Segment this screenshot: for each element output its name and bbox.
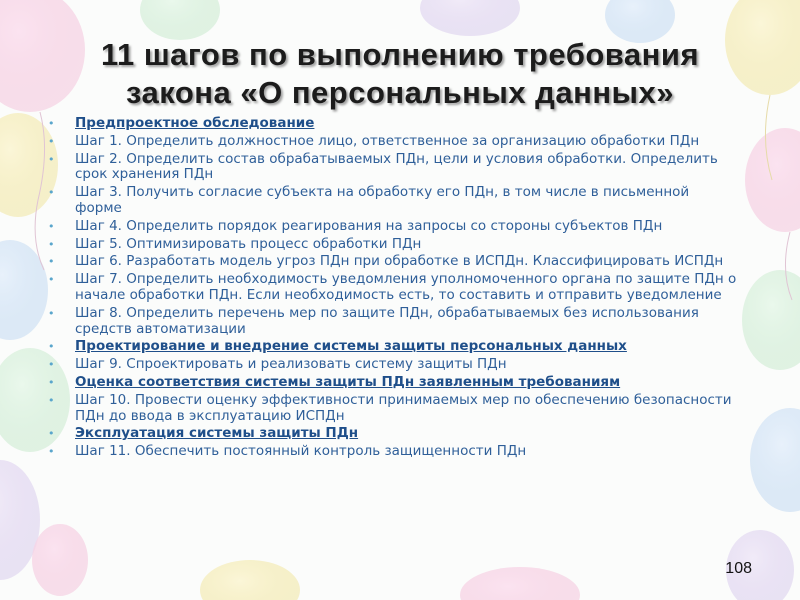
bullet-icon: • [48, 358, 55, 372]
section-heading-text: Проектирование и внедрение системы защиты персональных данных [75, 338, 627, 355]
section-heading-text: Оценка соответствия системы защиты ПДн заявленным требованиям [75, 373, 621, 390]
step-text: Шаг 5. Оптимизировать процесс обработки ПДн [75, 235, 422, 252]
bullet-icon: • [48, 393, 55, 407]
bullet-icon: • [48, 273, 55, 287]
bullet-icon: • [48, 186, 55, 200]
bullet-icon: • [48, 219, 55, 233]
step-item [48, 152, 738, 184]
balloon-shape [200, 560, 300, 600]
section-heading-text: Эксплуатация системы защиты ПДн [75, 425, 359, 442]
balloon-shape [140, 0, 220, 40]
step-text: Шаг 9. Спроектировать и реализовать систему защиты ПДн [75, 356, 507, 373]
step-item [48, 272, 738, 304]
step-text: Шаг 8. Определить перечень мер по защите ПДн, обрабатываемых без использования средств автоматизации [75, 304, 699, 337]
steps-list [48, 116, 738, 462]
section-heading [48, 339, 738, 355]
step-text: Шаг 10. Провести оценку эффективности принимаемых мер по обеспечению безопасности ПДн до ввода в эксплуатацию ИСПДн [75, 391, 732, 424]
balloon-shape [460, 567, 580, 600]
title-line-2: закона «О персональных данных» [126, 75, 674, 110]
bullet-icon: • [48, 306, 55, 320]
bullet-icon: • [48, 445, 55, 459]
step-item [48, 357, 738, 373]
step-text: Шаг 4. Определить порядок реагирования на запросы со стороны субъектов ПДн [75, 217, 663, 234]
balloon-shape [420, 0, 520, 36]
bullet-icon: • [48, 237, 55, 251]
step-item [48, 237, 738, 253]
step-item [48, 134, 738, 150]
step-item [48, 254, 738, 270]
balloon-shape [0, 240, 48, 340]
step-text: Шаг 1. Определить должностное лицо, ответственное за организацию обработки ПДн [75, 132, 700, 149]
step-text: Шаг 2. Определить состав обрабатываемых ПДн, цели и условия обработки. Определить срок хранения ПДн [75, 150, 718, 183]
step-text: Шаг 3. Получить согласие субъекта на обработку его ПДн, в том числе в письменной форме [75, 184, 690, 216]
bullet-icon: • [48, 340, 55, 354]
slide-title [20, 36, 780, 112]
bullet-icon: • [48, 134, 55, 148]
step-item [48, 219, 738, 235]
step-text: Шаг 7. Определить необходимость уведомления уполномоченного органа по защите ПДн о начале обработки ПДн. Если необходимость есть, то составить и отправить уведомление [75, 271, 737, 303]
balloon-shape [32, 524, 88, 596]
bullet-icon: • [48, 375, 55, 389]
section-heading [48, 116, 738, 132]
balloon-shape [742, 270, 800, 370]
balloon-shape [750, 408, 800, 512]
section-heading-text: Предпроектное обследование [75, 115, 315, 131]
step-item [48, 393, 738, 425]
step-text: Шаг 11. Обеспечить постоянный контроль защищенности ПДн [75, 443, 527, 460]
bullet-icon: • [48, 255, 55, 269]
step-text: Шаг 6. Разработать модель угроз ПДн при обработке в ИСПДн. Классифицировать ИСПДн [75, 253, 724, 270]
section-heading [48, 375, 738, 391]
balloon-shape [745, 128, 800, 232]
step-item [48, 444, 738, 460]
step-item [48, 306, 738, 338]
bullet-icon: • [48, 427, 55, 441]
page-number: 108 [725, 560, 752, 577]
title-line-1: 11 шагов по выполнению требования [100, 37, 700, 72]
bullet-icon: • [48, 152, 55, 166]
section-heading [48, 426, 738, 442]
step-item [48, 185, 738, 217]
bullet-icon: • [48, 117, 55, 130]
